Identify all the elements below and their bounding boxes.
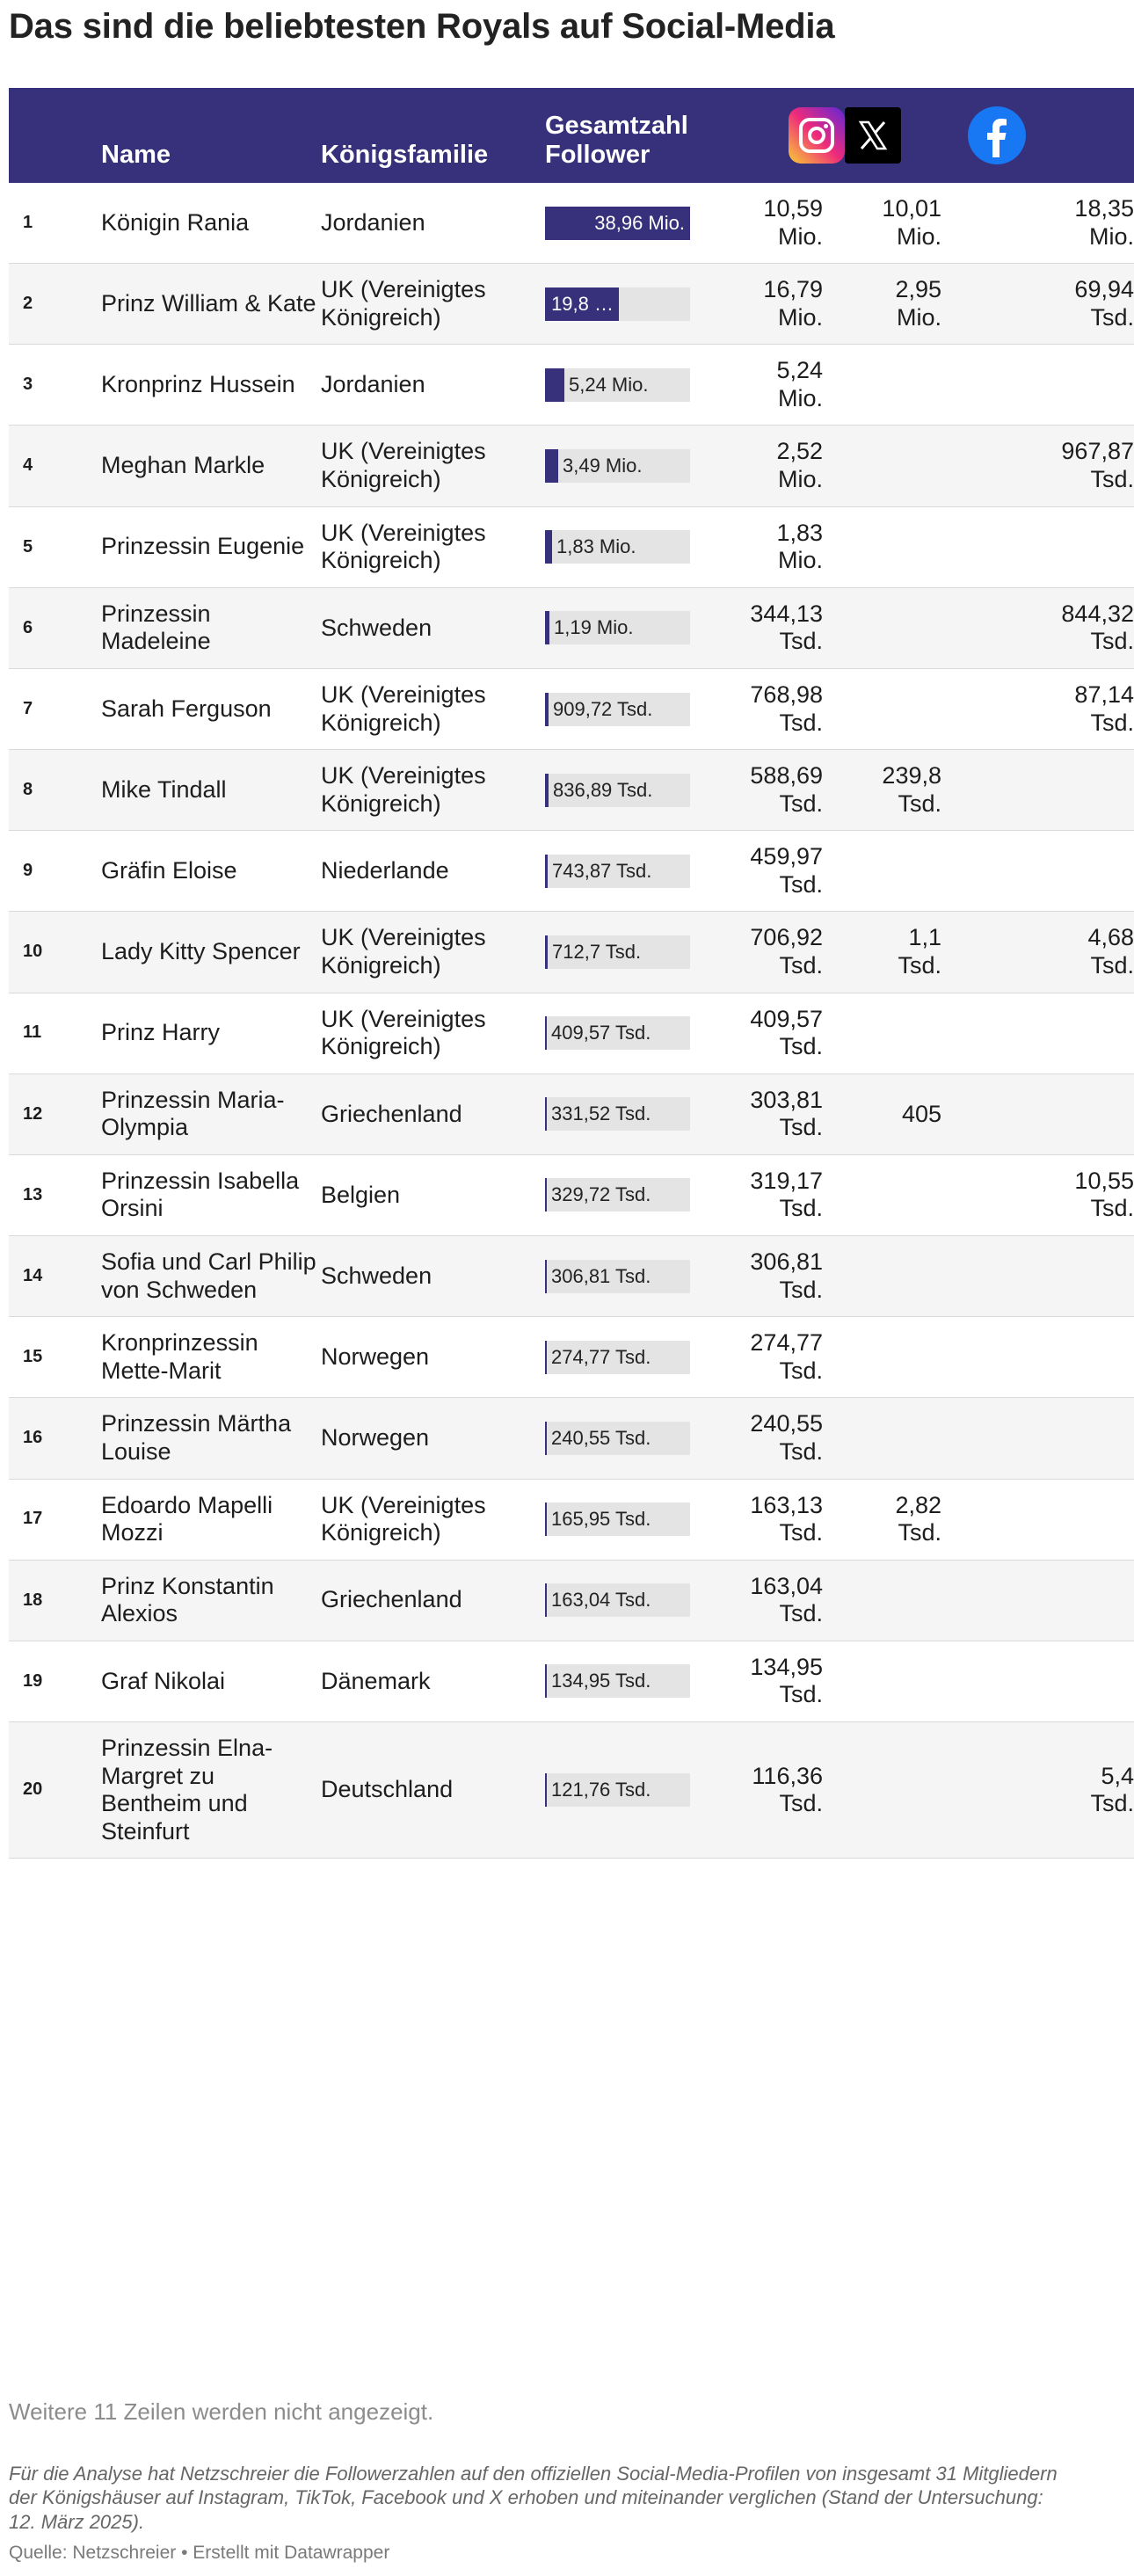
rank-cell: 2 bbox=[23, 294, 33, 314]
name-cell: Kronprinzessin Mette-Marit bbox=[101, 1329, 258, 1384]
instagram-value: 459,97 Tsd. bbox=[750, 843, 823, 898]
total-bar bbox=[545, 530, 552, 564]
facebook-followers-cell bbox=[954, 831, 1134, 912]
name-cell: Sofia und Carl Philip von Schweden bbox=[101, 1248, 316, 1303]
family-cell: UK (Vereinigtes Königreich) bbox=[321, 924, 486, 979]
table-row bbox=[9, 587, 1134, 668]
more-rows-notice[interactable]: Weitere 11 Zeilen werden nicht angezeigt. bbox=[9, 2398, 434, 2425]
instagram-value: 116,36 Tsd. bbox=[752, 1762, 823, 1817]
instagram-followers-cell bbox=[716, 345, 835, 426]
total-followers-cell bbox=[545, 1236, 716, 1317]
total-followers-cell bbox=[545, 831, 716, 912]
name-cell: Kronprinz Hussein bbox=[101, 371, 295, 398]
name-cell: Prinz Konstantin Alexios bbox=[101, 1572, 274, 1627]
facebook-followers-cell bbox=[954, 506, 1134, 587]
instagram-value: 409,57 Tsd. bbox=[750, 1005, 823, 1060]
instagram-followers-cell bbox=[716, 1154, 835, 1235]
x-value: 10,01 Mio. bbox=[882, 195, 941, 250]
family-cell: Deutschland bbox=[321, 1776, 454, 1803]
table-row bbox=[9, 1073, 1134, 1154]
header-facebook[interactable] bbox=[954, 88, 1134, 183]
name-cell: Prinzessin Märtha Louise bbox=[101, 1410, 292, 1465]
rank-cell: 5 bbox=[23, 536, 33, 557]
facebook-value: 69,94 Tsd. bbox=[1074, 276, 1134, 331]
name-cell: Meghan Markle bbox=[101, 452, 265, 479]
instagram-followers-cell bbox=[716, 587, 835, 668]
total-bar-track bbox=[545, 693, 690, 726]
total-bar-track bbox=[545, 368, 690, 402]
total-followers-cell bbox=[545, 264, 716, 345]
x-followers-cell bbox=[835, 264, 954, 345]
instagram-value: 16,79 Mio. bbox=[763, 276, 823, 331]
rank-cell: 20 bbox=[23, 1779, 43, 1800]
total-followers-cell bbox=[545, 1398, 716, 1479]
total-bar-track bbox=[545, 774, 690, 807]
x-followers-cell bbox=[835, 750, 954, 831]
total-bar-label: 743,87 Tsd. bbox=[552, 859, 652, 882]
name-cell: Sarah Ferguson bbox=[101, 695, 272, 722]
rank-cell: 6 bbox=[23, 617, 33, 637]
x-followers-cell bbox=[835, 1479, 954, 1560]
total-bar-track bbox=[545, 611, 690, 644]
facebook-followers-cell bbox=[954, 345, 1134, 426]
x-followers-cell bbox=[835, 1641, 954, 1721]
total-bar-track bbox=[545, 1773, 690, 1807]
total-bar bbox=[545, 1178, 547, 1212]
total-followers-cell bbox=[545, 1317, 716, 1398]
name-cell: Lady Kitty Spencer bbox=[101, 938, 301, 965]
table-row bbox=[9, 183, 1134, 264]
facebook-followers-cell bbox=[954, 426, 1134, 506]
total-bar-label: 712,7 Tsd. bbox=[552, 940, 642, 963]
facebook-followers-cell bbox=[954, 750, 1134, 831]
source-line: Quelle: Netzschreier • Erstellt mit Datawrapper bbox=[9, 2543, 390, 2563]
instagram-value: 274,77 Tsd. bbox=[750, 1329, 823, 1384]
table-row bbox=[9, 750, 1134, 831]
rank-cell: 8 bbox=[23, 779, 33, 799]
facebook-followers-cell bbox=[954, 1317, 1134, 1398]
total-followers-cell bbox=[545, 1641, 716, 1721]
total-bar bbox=[545, 1097, 547, 1131]
family-cell: Jordanien bbox=[321, 208, 425, 236]
x-value: 1,1 Tsd. bbox=[898, 924, 941, 979]
instagram-value: 240,55 Tsd. bbox=[750, 1410, 823, 1465]
table-row bbox=[9, 831, 1134, 912]
x-value: 2,95 Mio. bbox=[895, 276, 941, 331]
family-cell: Belgien bbox=[321, 1181, 401, 1208]
instagram-followers-cell bbox=[716, 1479, 835, 1560]
x-followers-cell bbox=[835, 912, 954, 993]
instagram-followers-cell bbox=[716, 1721, 835, 1858]
instagram-followers-cell bbox=[716, 1641, 835, 1721]
instagram-followers-cell bbox=[716, 750, 835, 831]
facebook-followers-cell bbox=[954, 668, 1134, 749]
table-row bbox=[9, 345, 1134, 426]
instagram-value: 303,81 Tsd. bbox=[750, 1086, 823, 1141]
family-cell: Dänemark bbox=[321, 1667, 431, 1694]
total-followers-cell bbox=[545, 1073, 716, 1154]
x-value: 2,82 Tsd. bbox=[895, 1491, 941, 1546]
total-bar-track bbox=[545, 530, 690, 564]
total-followers-cell bbox=[545, 1721, 716, 1858]
facebook-followers-cell bbox=[954, 1154, 1134, 1235]
x-icon bbox=[845, 107, 901, 164]
total-followers-cell bbox=[545, 1479, 716, 1560]
instagram-value: 1,83 Mio. bbox=[776, 519, 823, 574]
instagram-followers-cell bbox=[716, 264, 835, 345]
facebook-value: 5,4 Tsd. bbox=[1090, 1762, 1134, 1817]
total-bar-track bbox=[545, 1016, 690, 1050]
header-rank bbox=[9, 88, 101, 183]
family-cell: Norwegen bbox=[321, 1424, 430, 1452]
name-cell: Prinzessin Elna-Margret zu Bentheim und Steinfurt bbox=[101, 1734, 273, 1845]
total-bar bbox=[545, 693, 549, 726]
instagram-value: 344,13 Tsd. bbox=[750, 600, 823, 655]
total-bar-track bbox=[545, 935, 690, 969]
instagram-followers-cell bbox=[716, 993, 835, 1073]
rank-cell: 1 bbox=[23, 212, 33, 232]
total-bar bbox=[545, 611, 549, 644]
facebook-followers-cell bbox=[954, 1641, 1134, 1721]
header-instagram[interactable] bbox=[716, 88, 835, 183]
total-bar-label: 3,49 Mio. bbox=[563, 455, 643, 477]
table-row bbox=[9, 264, 1134, 345]
instagram-followers-cell bbox=[716, 668, 835, 749]
total-followers-cell bbox=[545, 183, 716, 264]
total-followers-cell bbox=[545, 912, 716, 993]
instagram-value: 588,69 Tsd. bbox=[750, 762, 823, 817]
royals-table bbox=[9, 88, 1134, 1859]
facebook-followers-cell bbox=[954, 993, 1134, 1073]
family-cell: Norwegen bbox=[321, 1343, 430, 1370]
x-value: 405 bbox=[901, 1100, 941, 1127]
instagram-followers-cell bbox=[716, 912, 835, 993]
header-x[interactable] bbox=[835, 88, 954, 183]
instagram-followers-cell bbox=[716, 831, 835, 912]
total-bar bbox=[545, 1583, 547, 1617]
total-bar-track bbox=[545, 449, 690, 483]
total-followers-cell bbox=[545, 668, 716, 749]
table-row bbox=[9, 1560, 1134, 1641]
total-bar bbox=[545, 1773, 547, 1807]
total-followers-cell bbox=[545, 587, 716, 668]
family-cell: Griechenland bbox=[321, 1100, 462, 1127]
total-bar-track bbox=[545, 287, 690, 321]
total-followers-cell bbox=[545, 506, 716, 587]
family-cell: UK (Vereinigtes Königreich) bbox=[321, 519, 486, 574]
x-value: 239,8 Tsd. bbox=[882, 762, 941, 817]
total-bar bbox=[545, 1341, 547, 1374]
total-followers-cell bbox=[545, 750, 716, 831]
rank-cell: 16 bbox=[23, 1428, 43, 1448]
total-bar-track bbox=[545, 1097, 690, 1131]
total-followers-cell bbox=[545, 1154, 716, 1235]
family-cell: UK (Vereinigtes Königreich) bbox=[321, 1491, 486, 1546]
facebook-followers-cell bbox=[954, 1236, 1134, 1317]
total-bar-track bbox=[545, 1178, 690, 1212]
rank-cell: 12 bbox=[23, 1103, 43, 1124]
x-followers-cell bbox=[835, 993, 954, 1073]
instagram-value: 768,98 Tsd. bbox=[750, 680, 823, 736]
instagram-value: 5,24 Mio. bbox=[776, 357, 823, 411]
rank-cell: 13 bbox=[23, 1184, 43, 1204]
methodology-note: Für die Analyse hat Netzschreier die Followerzahlen auf den offiziellen Social-Media-Profilen von insgesamt 31 Mitgliedern der Königshäuser auf Instagram, TikTok, Facebook und X erhoben und miteinander verglichen (Stand der Untersuchung: 12. März 2025). bbox=[9, 2463, 1058, 2533]
facebook-value: 10,55 Tsd. bbox=[1074, 1167, 1134, 1222]
total-followers-cell bbox=[545, 993, 716, 1073]
table-row bbox=[9, 1398, 1134, 1479]
total-bar-label: 38,96 Mio. bbox=[594, 211, 685, 234]
total-bar-label: 1,19 Mio. bbox=[554, 616, 634, 639]
rank-cell: 9 bbox=[23, 861, 33, 881]
name-cell: Prinzessin Maria-Olympia bbox=[101, 1086, 285, 1141]
name-cell: Prinzessin Isabella Orsini bbox=[101, 1167, 300, 1222]
rank-cell: 11 bbox=[23, 1022, 42, 1043]
table-row bbox=[9, 506, 1134, 587]
total-bar-label: 163,04 Tsd. bbox=[551, 1589, 651, 1612]
total-bar-label: 165,95 Tsd. bbox=[551, 1508, 651, 1531]
facebook-value: 4,68 Tsd. bbox=[1087, 924, 1134, 979]
total-bar-label: 1,83 Mio. bbox=[556, 535, 636, 558]
table-row bbox=[9, 1236, 1134, 1317]
family-cell: UK (Vereinigtes Königreich) bbox=[321, 680, 486, 736]
facebook-value: 967,87 Tsd. bbox=[1061, 438, 1134, 493]
table-row bbox=[9, 1317, 1134, 1398]
total-bar-label: 134,95 Tsd. bbox=[551, 1670, 651, 1692]
x-followers-cell bbox=[835, 345, 954, 426]
rank-cell: 17 bbox=[23, 1509, 43, 1529]
instagram-value: 10,59 Mio. bbox=[763, 195, 823, 250]
total-bar-track bbox=[545, 1503, 690, 1536]
instagram-followers-cell bbox=[716, 1560, 835, 1641]
family-cell: UK (Vereinigtes Königreich) bbox=[321, 438, 486, 493]
instagram-value: 319,17 Tsd. bbox=[750, 1167, 823, 1222]
total-bar-label: 240,55 Tsd. bbox=[551, 1426, 651, 1449]
table-header-row bbox=[9, 88, 1134, 183]
rank-cell: 15 bbox=[23, 1347, 43, 1367]
rank-cell: 3 bbox=[23, 375, 33, 395]
family-cell: Niederlande bbox=[321, 857, 449, 884]
rank-cell: 19 bbox=[23, 1670, 43, 1691]
total-bar bbox=[545, 368, 564, 402]
total-bar bbox=[545, 935, 548, 969]
instagram-followers-cell bbox=[716, 1236, 835, 1317]
instagram-value: 706,92 Tsd. bbox=[750, 924, 823, 979]
table-row bbox=[9, 1641, 1134, 1721]
rank-cell: 10 bbox=[23, 942, 43, 962]
total-bar-track bbox=[545, 207, 690, 240]
total-followers-cell bbox=[545, 426, 716, 506]
facebook-value: 18,35 Mio. bbox=[1074, 195, 1134, 250]
name-cell: Prinzessin Madeleine bbox=[101, 600, 211, 655]
rank-cell: 18 bbox=[23, 1590, 43, 1610]
total-bar-track bbox=[545, 1341, 690, 1374]
total-bar-track bbox=[545, 1422, 690, 1455]
instagram-followers-cell bbox=[716, 1398, 835, 1479]
instagram-followers-cell bbox=[716, 1073, 835, 1154]
total-bar bbox=[545, 1260, 547, 1293]
x-followers-cell bbox=[835, 183, 954, 264]
total-bar-label: 19,8 … bbox=[551, 292, 614, 315]
rank-cell: 4 bbox=[23, 455, 33, 476]
instagram-followers-cell bbox=[716, 426, 835, 506]
x-followers-cell bbox=[835, 668, 954, 749]
total-bar-label: 329,72 Tsd. bbox=[551, 1183, 651, 1206]
total-bar bbox=[545, 855, 548, 888]
instagram-followers-cell bbox=[716, 1317, 835, 1398]
header-name[interactable]: Name bbox=[101, 140, 171, 169]
name-cell: Prinz Harry bbox=[101, 1019, 221, 1046]
x-followers-cell bbox=[835, 1560, 954, 1641]
name-cell: Mike Tindall bbox=[101, 775, 227, 803]
facebook-followers-cell bbox=[954, 1073, 1134, 1154]
family-cell: UK (Vereinigtes Königreich) bbox=[321, 1005, 486, 1060]
instagram-followers-cell bbox=[716, 183, 835, 264]
table-row bbox=[9, 912, 1134, 993]
table-body bbox=[9, 183, 1134, 1859]
table-row bbox=[9, 1154, 1134, 1235]
total-bar-track bbox=[545, 1260, 690, 1293]
x-followers-cell bbox=[835, 1721, 954, 1858]
family-cell: Jordanien bbox=[321, 371, 425, 398]
instagram-value: 163,04 Tsd. bbox=[750, 1572, 823, 1627]
table-row bbox=[9, 426, 1134, 506]
total-bar-label: 409,57 Tsd. bbox=[551, 1022, 651, 1044]
facebook-followers-cell bbox=[954, 912, 1134, 993]
total-followers-cell bbox=[545, 1560, 716, 1641]
family-cell: Griechenland bbox=[321, 1586, 462, 1613]
facebook-followers-cell bbox=[954, 183, 1134, 264]
facebook-value: 87,14 Tsd. bbox=[1074, 680, 1134, 736]
total-bar-track bbox=[545, 1664, 690, 1698]
family-cell: UK (Vereinigtes Königreich) bbox=[321, 762, 486, 817]
name-cell: Edoardo Mapelli Mozzi bbox=[101, 1491, 273, 1546]
x-followers-cell bbox=[835, 1236, 954, 1317]
chart-title: Das sind die beliebtesten Royals auf Social-Media bbox=[9, 7, 835, 46]
total-followers-cell bbox=[545, 345, 716, 426]
total-bar bbox=[545, 1016, 547, 1050]
facebook-followers-cell bbox=[954, 1560, 1134, 1641]
name-cell: Prinzessin Eugenie bbox=[101, 533, 305, 560]
family-cell: Schweden bbox=[321, 1262, 433, 1289]
x-followers-cell bbox=[835, 587, 954, 668]
x-followers-cell bbox=[835, 1073, 954, 1154]
x-followers-cell bbox=[835, 831, 954, 912]
total-bar-label: 331,52 Tsd. bbox=[551, 1102, 651, 1125]
total-bar-track bbox=[545, 855, 690, 888]
total-bar-label: 836,89 Tsd. bbox=[553, 778, 653, 801]
total-bar-label: 121,76 Tsd. bbox=[551, 1779, 651, 1801]
total-bar bbox=[545, 774, 549, 807]
rank-cell: 7 bbox=[23, 698, 33, 718]
total-bar-label: 909,72 Tsd. bbox=[553, 697, 653, 720]
name-cell: Königin Rania bbox=[101, 208, 250, 236]
total-bar-label: 5,24 Mio. bbox=[569, 373, 649, 396]
facebook-value: 844,32 Tsd. bbox=[1061, 600, 1134, 655]
total-bar-track bbox=[545, 1583, 690, 1617]
total-bar bbox=[545, 1503, 547, 1536]
name-cell: Prinz William & Kate bbox=[101, 289, 316, 317]
header-family[interactable]: Königsfamilie bbox=[321, 140, 489, 169]
instagram-value: 306,81 Tsd. bbox=[750, 1248, 823, 1303]
facebook-followers-cell bbox=[954, 1721, 1134, 1858]
x-followers-cell bbox=[835, 506, 954, 587]
facebook-followers-cell bbox=[954, 264, 1134, 345]
x-followers-cell bbox=[835, 1154, 954, 1235]
facebook-followers-cell bbox=[954, 1479, 1134, 1560]
table-row bbox=[9, 1721, 1134, 1858]
instagram-value: 2,52 Mio. bbox=[776, 438, 823, 493]
total-bar bbox=[545, 1664, 547, 1698]
facebook-followers-cell bbox=[954, 1398, 1134, 1479]
instagram-value: 163,13 Tsd. bbox=[750, 1491, 823, 1546]
name-cell: Graf Nikolai bbox=[101, 1667, 226, 1694]
data-table-container[interactable] bbox=[9, 88, 1134, 2383]
total-bar-label: 274,77 Tsd. bbox=[551, 1345, 651, 1368]
instagram-value: 134,95 Tsd. bbox=[750, 1653, 823, 1708]
table-row bbox=[9, 1479, 1134, 1560]
header-total[interactable]: Gesamtzahl Follower bbox=[545, 112, 688, 169]
rank-cell: 14 bbox=[23, 1265, 43, 1285]
x-followers-cell bbox=[835, 1317, 954, 1398]
facebook-icon bbox=[968, 106, 1026, 164]
family-cell: Schweden bbox=[321, 614, 433, 641]
x-followers-cell bbox=[835, 1398, 954, 1479]
total-bar bbox=[545, 1422, 547, 1455]
name-cell: Gräfin Eloise bbox=[101, 857, 237, 884]
instagram-followers-cell bbox=[716, 506, 835, 587]
total-bar bbox=[545, 449, 558, 483]
table-row bbox=[9, 668, 1134, 749]
family-cell: UK (Vereinigtes Königreich) bbox=[321, 276, 486, 331]
facebook-followers-cell bbox=[954, 587, 1134, 668]
total-bar-label: 306,81 Tsd. bbox=[551, 1264, 651, 1287]
x-followers-cell bbox=[835, 426, 954, 506]
table-row bbox=[9, 993, 1134, 1073]
